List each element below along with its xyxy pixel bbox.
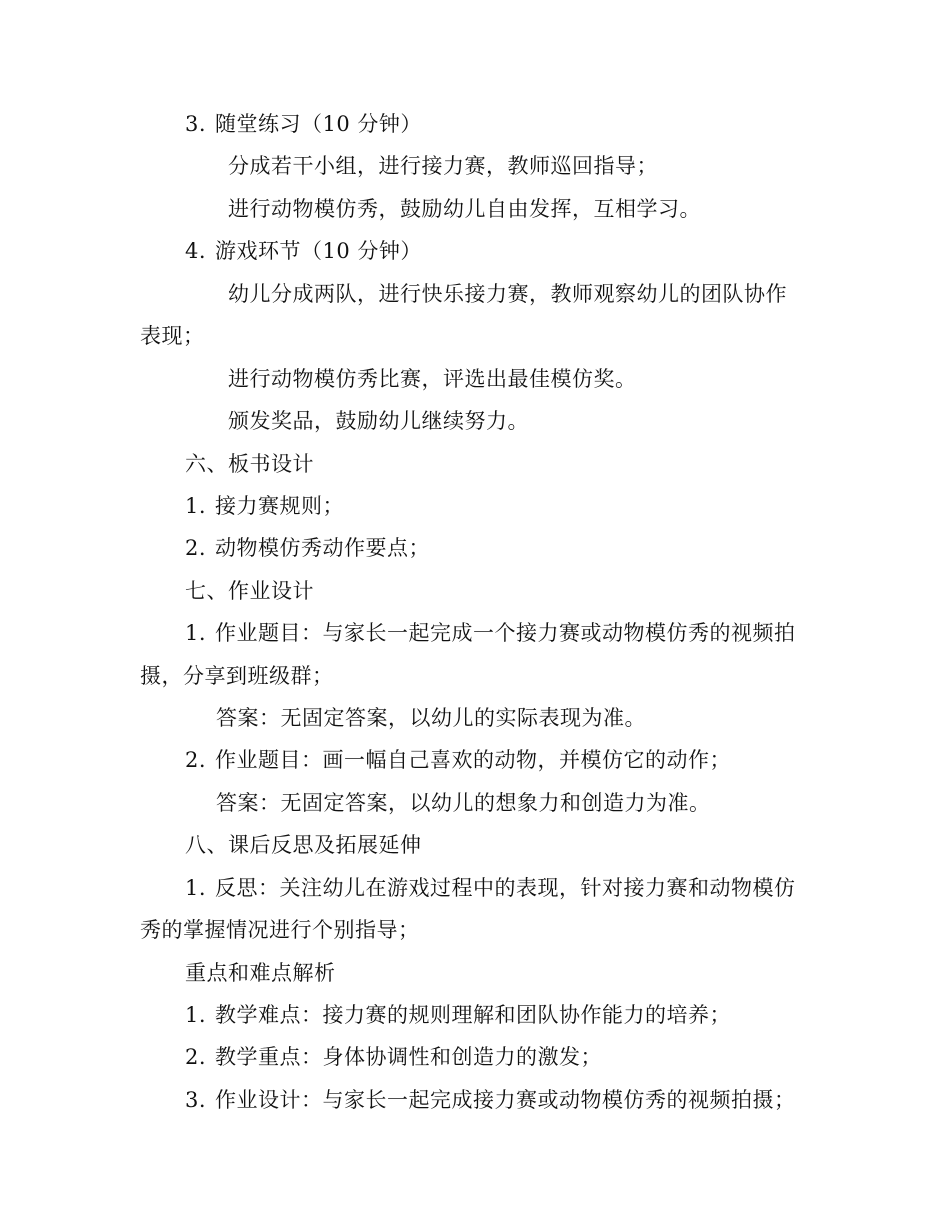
list-item	[185, 1043, 602, 1071]
list-item	[185, 1086, 796, 1114]
line-text: 教学难点：接力赛的规则理解和团队协作能力的培养；	[215, 1003, 731, 1027]
list-number: 2.	[185, 748, 207, 772]
line-text: 教学重点：身体协调性和创造力的激发；	[215, 1045, 602, 1069]
list-item	[185, 534, 430, 562]
section-heading: 重点和难点解析	[185, 961, 336, 985]
list-item	[185, 619, 796, 647]
paragraph-line: 进行动物模仿秀比赛，评选出最佳模仿奖。	[228, 367, 637, 391]
list-number: 1.	[185, 621, 207, 645]
answer-line: 答案：无固定答案，以幼儿的想象力和创造力为准。	[216, 791, 711, 815]
section-heading: 八、课后反思及拓展延伸	[185, 833, 422, 857]
list-number: 1.	[185, 876, 207, 900]
list-item	[185, 746, 731, 774]
line-text: 随堂练习（10 分钟）	[215, 112, 422, 136]
list-number: 3.	[185, 1088, 207, 1112]
line-text: 游戏环节（10 分钟）	[215, 239, 422, 263]
section-heading: 六、板书设计	[185, 452, 314, 476]
list-number: 2.	[185, 536, 207, 560]
list-number: 1.	[185, 1003, 207, 1027]
line-text: 反思：关注幼儿在游戏过程中的表现，针对接力赛和动物模仿	[215, 876, 796, 900]
line-text: 接力赛规则；	[215, 494, 344, 518]
line-text: 动物模仿秀动作要点；	[215, 536, 430, 560]
paragraph-line: 秀的掌握情况进行个别指导；	[140, 918, 420, 942]
list-number: 4.	[185, 239, 207, 263]
line-text: 作业题目：画一幅自己喜欢的动物，并模仿它的动作；	[215, 748, 731, 772]
answer-line: 答案：无固定答案，以幼儿的实际表现为准。	[216, 706, 646, 730]
line-text: 作业题目：与家长一起完成一个接力赛或动物模仿秀的视频拍	[215, 621, 796, 645]
list-item-practice-heading	[185, 110, 422, 138]
list-item	[185, 492, 344, 520]
list-item	[185, 874, 796, 902]
paragraph-line: 摄，分享到班级群；	[140, 664, 334, 688]
line-text: 作业设计：与家长一起完成接力赛或动物模仿秀的视频拍摄；	[215, 1088, 796, 1112]
section-heading: 七、作业设计	[185, 579, 314, 603]
list-item-game-heading	[185, 237, 422, 265]
list-number: 2.	[185, 1045, 207, 1069]
paragraph-line: 分成若干小组，进行接力赛，教师巡回指导；	[228, 154, 658, 178]
list-number: 1.	[185, 494, 207, 518]
paragraph-line: 进行动物模仿秀，鼓励幼儿自由发挥，互相学习。	[228, 197, 701, 221]
list-item	[185, 1001, 731, 1029]
list-number: 3.	[185, 112, 207, 136]
paragraph-line: 幼儿分成两队，进行快乐接力赛，教师观察幼儿的团队协作	[228, 282, 787, 306]
paragraph-line: 颁发奖品，鼓励幼儿继续努力。	[228, 409, 529, 433]
paragraph-line: 表现；	[140, 324, 205, 348]
